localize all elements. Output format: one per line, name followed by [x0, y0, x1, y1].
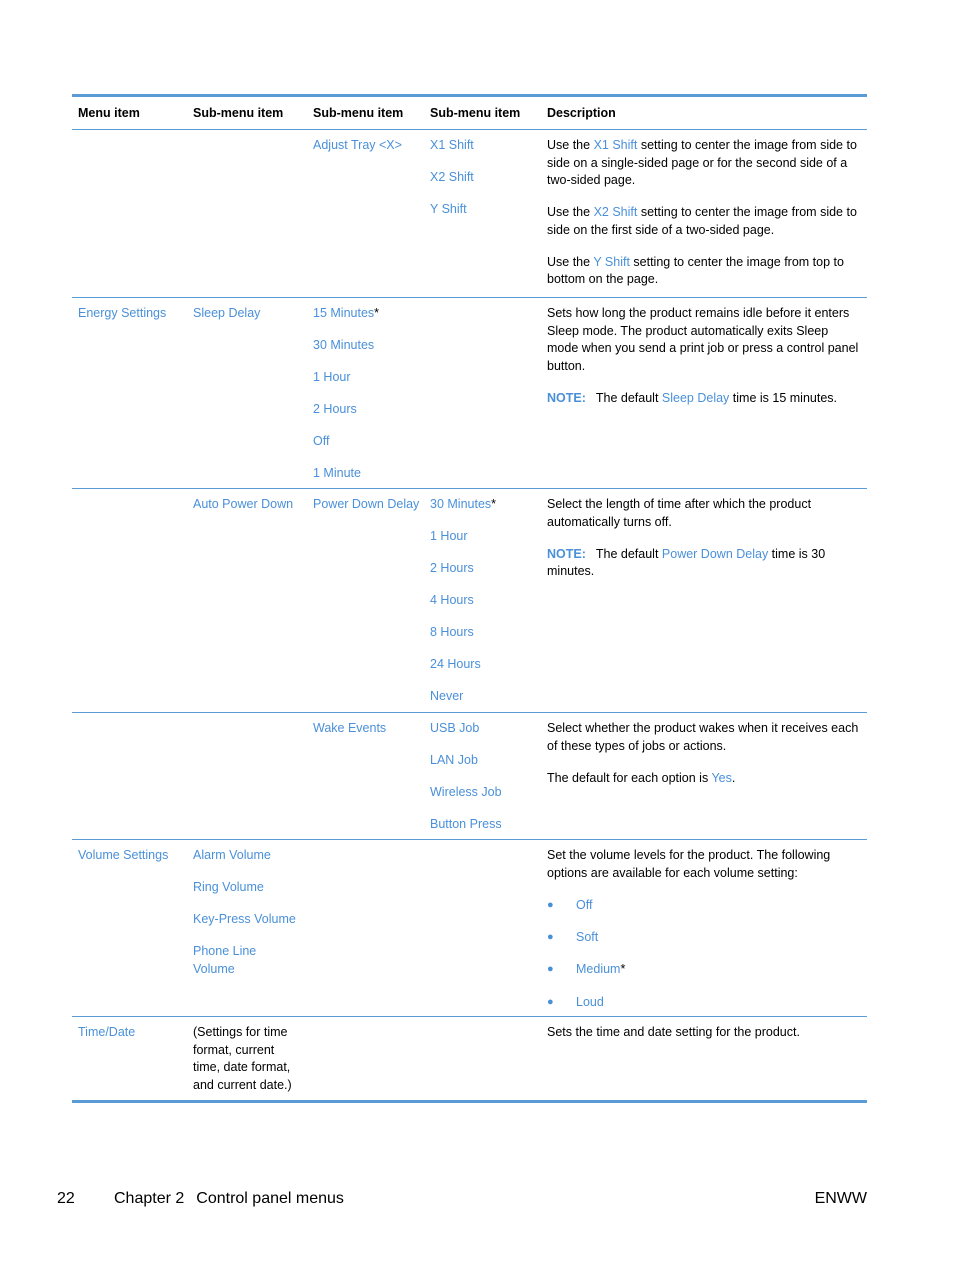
sleep-off[interactable]: Off: [313, 433, 330, 448]
x2-shift-link[interactable]: X2 Shift: [430, 169, 474, 184]
y-shift-ref[interactable]: Y Shift: [593, 254, 630, 269]
header-sub-menu-item-3: Sub-menu item: [430, 106, 521, 120]
volume-off-link[interactable]: Off: [576, 897, 593, 912]
header-menu-item: Menu item: [78, 106, 140, 120]
chapter-title: Chapter 2 Control panel menus: [114, 1190, 344, 1207]
header-sub-menu-item-1: Sub-menu item: [193, 106, 284, 120]
table-row: [72, 130, 867, 297]
pd-2-hours[interactable]: 2 Hours: [430, 560, 474, 575]
sleep-delay-link[interactable]: Sleep Delay: [193, 306, 261, 320]
default-marker: *: [620, 962, 626, 977]
x1-shift-ref[interactable]: X1 Shift: [593, 138, 638, 152]
default-marker: *: [374, 306, 380, 320]
table-row: [72, 839, 867, 1016]
description: Set the volume levels for the product. The following options are available for each volume setting: ● Off ● Soft ● Medium * ● Loud: [541, 840, 867, 1016]
note-label: NOTE:: [547, 390, 586, 405]
bullet-icon: ●: [547, 898, 554, 911]
power-down-delay-link[interactable]: Power Down Delay: [313, 497, 420, 511]
y-shift-link[interactable]: Y Shift: [430, 201, 467, 216]
phone-line-volume-link[interactable]: Phone Line Volume: [193, 943, 257, 976]
sleep-15-minutes[interactable]: 15 Minutes: [313, 306, 375, 320]
lan-job-link[interactable]: LAN Job: [430, 752, 478, 767]
time-date-link[interactable]: Time/Date: [78, 1025, 136, 1039]
wireless-job-link[interactable]: Wireless Job: [430, 784, 502, 799]
menu-table: [72, 94, 867, 1103]
description: Select whether the product wakes when it receives each of these types of jobs or actions. The default for each option is Yes.: [547, 721, 859, 785]
power-down-delay-ref[interactable]: Power Down Delay: [661, 546, 769, 561]
energy-settings-link[interactable]: Energy Settings: [78, 306, 167, 320]
list-item: [547, 961, 861, 979]
description: Sets the time and date setting for the product.: [547, 1025, 800, 1039]
pd-8-hours[interactable]: 8 Hours: [430, 624, 474, 639]
usb-job-link[interactable]: USB Job: [430, 721, 480, 735]
button-press-link[interactable]: Button Press: [430, 816, 502, 831]
volume-soft-link[interactable]: Soft: [576, 929, 599, 944]
pd-24-hours[interactable]: 24 Hours: [430, 656, 481, 671]
list-item: [547, 897, 861, 915]
table-row: [72, 488, 867, 712]
yes-ref[interactable]: Yes: [711, 770, 732, 785]
adjust-tray-link[interactable]: Adjust Tray <X>: [313, 138, 402, 152]
description: Use the X1 Shift setting to center the image from side to side on a single-sided page or for the second side of a two-sided page. Use the X2 Shift setting to center the image from side to side on the first side of a two-sided page. Use the Y Shift setting to center the image from top to bottom on the page.: [547, 138, 857, 287]
list-item: [547, 929, 861, 947]
x1-shift-link[interactable]: X1 Shift: [430, 138, 474, 152]
pd-1-hour[interactable]: 1 Hour: [430, 528, 468, 543]
volume-settings-link[interactable]: Volume Settings: [78, 848, 169, 862]
description: Select the length of time after which the product automatically turns off. NOTE: The default Power Down Delay time is 30 minutes.: [547, 497, 826, 579]
default-marker: *: [491, 497, 497, 511]
footer-right: ENWW: [814, 1190, 867, 1207]
bullet-icon: ●: [547, 963, 554, 976]
table-row: [72, 1016, 867, 1100]
sleep-1-hour[interactable]: 1 Hour: [313, 369, 351, 384]
x2-shift-ref[interactable]: X2 Shift: [593, 205, 638, 220]
ring-volume-link[interactable]: Ring Volume: [193, 879, 264, 894]
pd-30-minutes[interactable]: 30 Minutes: [430, 497, 492, 511]
table-row: [72, 297, 867, 488]
list-item: [547, 994, 861, 1012]
sleep-1-minute[interactable]: 1 Minute: [313, 465, 361, 480]
pd-4-hours[interactable]: 4 Hours: [430, 592, 474, 607]
page-footer: [57, 1190, 867, 1214]
bullet-icon: ●: [547, 930, 554, 943]
alarm-volume-link[interactable]: Alarm Volume: [193, 848, 271, 862]
pd-never[interactable]: Never: [430, 688, 464, 703]
table-header: [72, 97, 867, 130]
header-description: Description: [547, 106, 616, 120]
table-row: [72, 712, 867, 839]
key-press-volume-link[interactable]: Key-Press Volume: [193, 911, 296, 926]
volume-medium-link[interactable]: Medium: [576, 962, 621, 977]
sleep-delay-ref[interactable]: Sleep Delay: [661, 390, 730, 405]
header-sub-menu-item-2: Sub-menu item: [313, 106, 404, 120]
volume-loud-link[interactable]: Loud: [576, 994, 604, 1009]
sleep-30-minutes[interactable]: 30 Minutes: [313, 337, 375, 352]
wake-events-link[interactable]: Wake Events: [313, 721, 387, 735]
page-number: 22: [57, 1190, 75, 1207]
description: Sets how long the product remains idle before it enters Sleep mode. The product automatically exits Sleep mode when you send a print job or press a control panel button. NOTE: The default Sleep Delay time is 15 minutes.: [547, 306, 859, 405]
sleep-2-hours[interactable]: 2 Hours: [313, 401, 357, 416]
time-date-note: (Settings for time format, current time, date format, and current date.): [193, 1025, 292, 1092]
bullet-icon: ●: [547, 995, 554, 1008]
auto-power-down-link[interactable]: Auto Power Down: [193, 497, 294, 511]
note-label: NOTE:: [547, 546, 586, 561]
